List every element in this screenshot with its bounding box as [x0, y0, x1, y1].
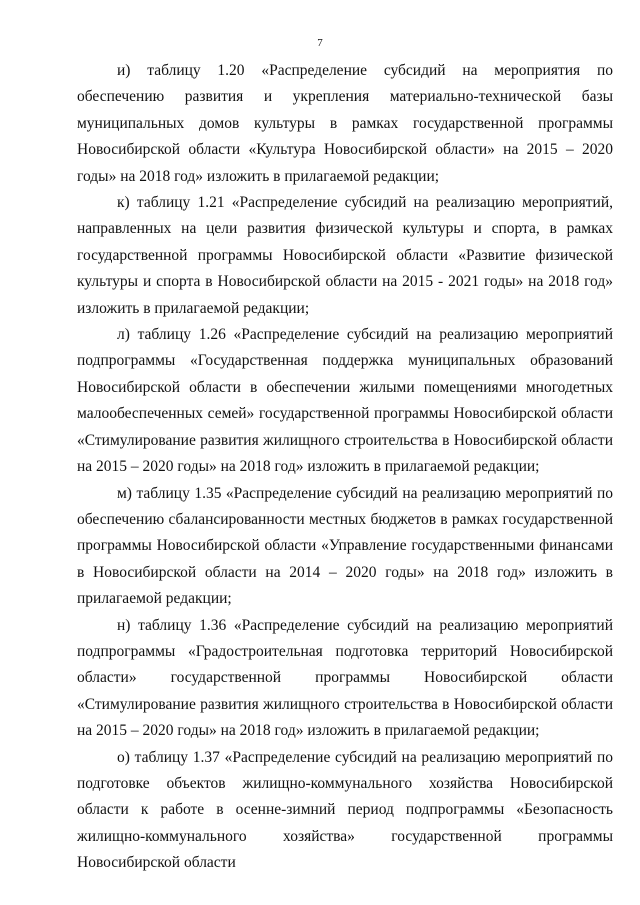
paragraph-item-n: н) таблицу 1.36 «Распределение субсидий на реализацию мероприятий подпрограммы «Градостроительная подготовка территорий Новосибирской области» государственной программы Новосибирской области «Стимулирование развития жилищного строительства в Новосибирской области на 2015 – 2020 годы» на 2018 год» изложить в прилагаемой редакции; — [77, 616, 613, 740]
paragraph-item-i: и) таблицу 1.20 «Распределение субсидий на мероприятия по обеспечению развития и укрепления материально-технической базы муниципальных домов культуры в рамках государственной программы Новосибирской области «Культура Новосибирской области» на 2015 – 2020 годы» на 2018 год» изложить в прилагаемой редакции; — [77, 62, 613, 185]
page-number: 7 — [317, 37, 323, 49]
paragraph-item-o: о) таблицу 1.37 «Распределение субсидий на реализацию мероприятий по подготовке объектов жилищно-коммунального хозяйства Новосибирской области к работе в осенне-зимний период подпрограммы «Безопасность жилищно-коммунального хозяйства» государственной программы Новосибирской области — [77, 748, 613, 872]
paragraph-item-k: к) таблицу 1.21 «Распределение субсидий на реализацию мероприятий, направленных на цели развития физической культуры и спорта, в рамках государственной программы Новосибирской области «Развитие физической культуры и спорта в Новосибирской области на 2015 - 2021 годы» на 2018 год» изложить в прилагаемой редакции; — [77, 194, 613, 317]
paragraph-item-m: м) таблицу 1.35 «Распределение субсидий на реализацию мероприятий по обеспечению сбалансированности местных бюджетов в рамках государственной программы Новосибирской области «Управление государственными финансами в Новосибирской области на 2014 – 2020 годы» на 2018 год» изложить в прилагаемой редакции; — [77, 484, 613, 608]
document-body — [77, 58, 613, 877]
paragraph-item-l: л) таблицу 1.26 «Распределение субсидий на реализацию мероприятий подпрограммы «Государственная поддержка муниципальных образований Новосибирской области в обеспечении жилыми помещениями многодетных малообеспеченных семей» государственной программы Новосибирской области «Стимулирование развития жилищного строительства в Новосибирской области на 2015 – 2020 годы» на 2018 год» изложить в прилагаемой редакции; — [77, 326, 613, 476]
